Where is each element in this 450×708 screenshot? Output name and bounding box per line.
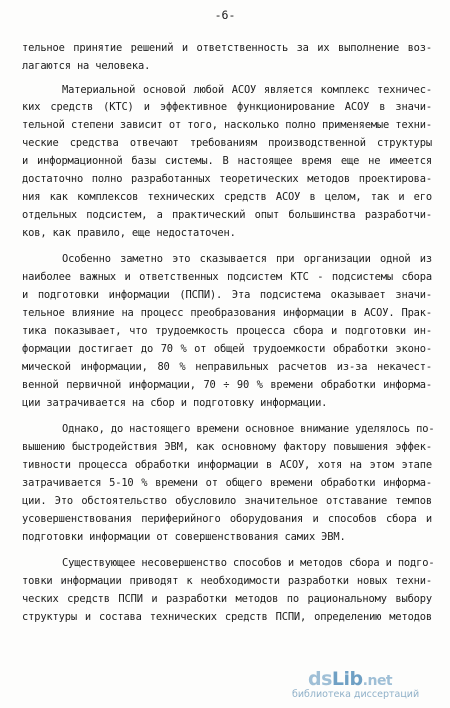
text-line: тельное принятие решений и ответственность за их выполнение воз- <box>22 42 432 54</box>
watermark-logo <box>308 668 392 690</box>
text-line: затрачивается 5-10 % времени от общего времени обработки информа- <box>22 477 432 489</box>
text-line: тельной степени зависит от того, насколько полно применяемые техни- <box>22 119 432 131</box>
text-line: ния как комплексов технических средств АСОУ в целом, так и его <box>22 191 432 203</box>
text-line: формации достигает до 70 % от общей трудоемкости обработки эконо- <box>22 343 432 355</box>
text-line: ких средств (КТС) и эффективное функционирование АСОУ в значи- <box>22 101 432 113</box>
text-line: Особенно заметно это сказывается при организации одной из <box>62 253 432 265</box>
text-line: наиболее важных и ответственных подсистем КТС - подсистемы сбора <box>22 271 432 283</box>
text-line: и подготовки информации (ПСПИ). Эта подсистема оказывает значи- <box>22 289 432 301</box>
watermark-subtitle: библиотека диссертаций <box>292 689 420 700</box>
text-line: Материальной основой любой АСОУ является комплекс техничес- <box>62 84 432 96</box>
text-line: усовершенствования периферийного оборудования и способов сбора и <box>22 513 432 525</box>
text-line: тивности процесса обработки информации в АСОУ, хотя на этом этапе <box>22 459 432 471</box>
text-line: венной первичной информации, 70 ÷ 90 % времени обработки информа- <box>22 379 432 391</box>
text-line: мической информации, 80 % неправильных расчетов из-за некачест- <box>22 361 432 373</box>
text-line: ков, как правило, еще недостаточен. <box>22 227 236 239</box>
watermark <box>292 668 442 702</box>
text-line: достаточно полно разработанных теоретических методов проектирова- <box>22 173 432 185</box>
text-line: тика показывает, что трудоемкость процесса сбора и подготовки ин- <box>22 325 432 337</box>
text-line: ческие средства отвечают требованиям производственной структуры <box>22 137 432 149</box>
watermark-logo-ds: ds <box>308 668 332 690</box>
text-line: Существующее несовершенство способов и методов сбора и подго- <box>62 557 435 569</box>
text-line: тельное влияние на процесс преобразования информации в АСОУ. Прак- <box>22 307 432 319</box>
text-line: структуры и состава технических средств ПСПИ, определению методов <box>22 611 432 623</box>
text-line: ции затрачивается на сбор и подготовку информации. <box>22 397 328 409</box>
watermark-logo-net: .net <box>362 673 393 689</box>
page-number: -6- <box>214 8 236 22</box>
text-line: и информационной базы системы. В настоящее время еще не имеется <box>22 155 432 167</box>
text-line: вышению быстродействия ЭВМ, как основному фактору повышения эффек- <box>22 441 432 453</box>
text-line: Однако, до настоящего времени основное внимание уделялось по- <box>62 423 435 435</box>
text-line: товки информации приводят к необходимости разработки новых техни- <box>22 575 432 587</box>
text-line: ческих средств ПСПИ и разработки методов по рациональному выбору <box>22 593 432 605</box>
text-line: ции. Это обстоятельство обусловило значительное отставание темпов <box>22 495 432 507</box>
text-line: отдельных подсистем, а практический опыт большинства разработчи- <box>22 209 432 221</box>
watermark-logo-lib: Lib <box>331 668 363 690</box>
text-line: подготовки информации от совершенствования самих ЭВМ. <box>22 531 346 543</box>
text-line: лагаются на человека. <box>22 60 151 72</box>
